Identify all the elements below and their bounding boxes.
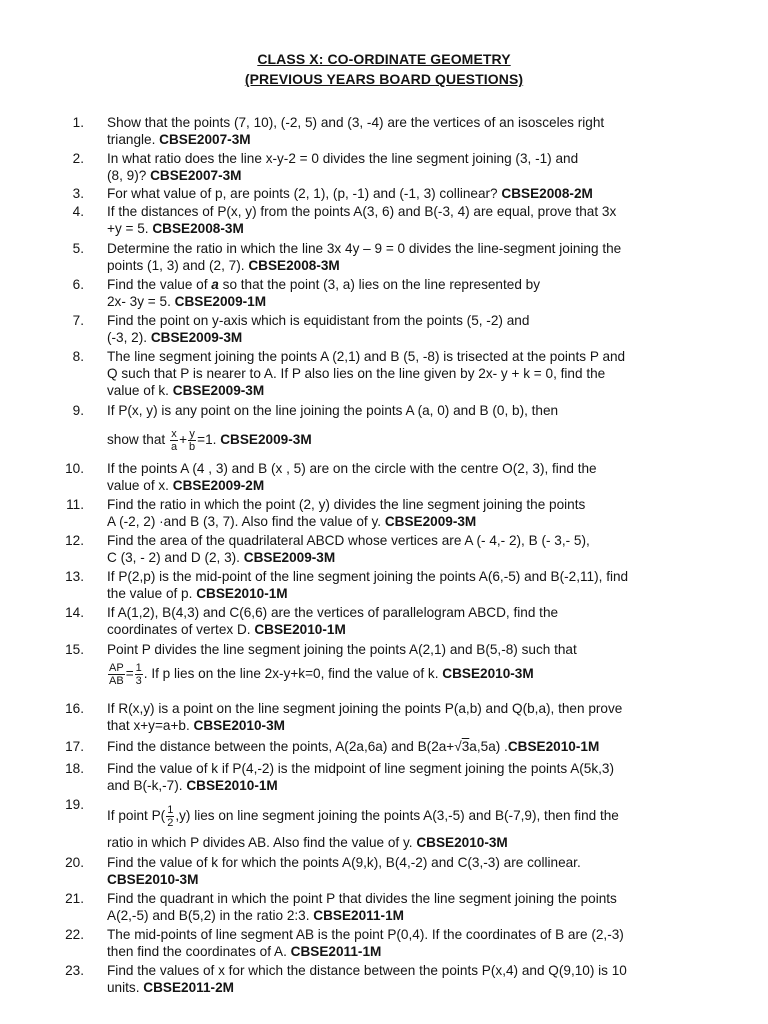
board-source: CBSE2009-3M [220,432,312,447]
question-text: If the distances of P(x, y) from the points A(3, 6) and B(-3, 4) are equal, prove that 3x +y = 5. CBSE2008-3M [107,204,617,236]
question-text: If the points A (4 , 3) and B (x , 5) are on the circle with the centre O(2, 3), find the value of x. CBSE2009-2M [107,461,597,493]
board-source: CBSE2009-3M [172,383,265,398]
board-source: CBSE2010-3M [193,718,285,733]
board-source: CBSE2009-2M [172,478,265,493]
board-source: CBSE2010-1M [507,739,600,754]
question-text: The mid-points of line segment AB is the point P(0,4). If the coordinates of B are (2,-3) then find the coordinates of A. CBSE2011-1M [107,927,624,959]
question-text: Find the quadrant in which the point P that divides the line segment joining the points A(2,-5) and B(5,2) in the ratio 2:3. CBSE2011-1M [107,891,617,923]
question-text: Show that the points (7, 10), (-2, 5) and (3, -4) are the vertices of an isosceles right triangle. CBSE2007-3M [107,115,605,147]
board-source: CBSE2010-3M [107,872,199,887]
question-number: 13. [65,569,84,584]
board-source: CBSE2007-3M [159,132,251,147]
board-source: CBSE2008-3M [152,221,244,236]
question-number: 23. [65,963,84,978]
board-source: CBSE2008-3M [248,258,340,273]
question-text: If A(1,2), B(4,3) and C(6,6) are the vertices of parallelogram ABCD, find the coordinates of vertex D. CBSE2010-1M [107,605,559,637]
board-source: CBSE2009-3M [384,514,477,529]
question-text: Find the values of x for which the distance between the points P(x,4) and Q(9,10) is 10 units. CBSE2011-2M [107,963,627,995]
page-subtitle: (PREVIOUS YEARS BOARD QUESTIONS) [244,71,524,87]
question-number: 10. [65,461,84,476]
question-text: Find the ratio in which the point (2, y) divides the line segment joining the points A (-2, 2) ·and B (3, 7). Also find the value of y. CBSE2009-3M [107,497,586,529]
question-number: 1. [72,115,84,130]
question-text: Find the distance between the points, A(2a,6a) and B(2a+√3a,5a) .CBSE2010-1M [107,739,600,754]
fraction: $\frac{AP}{AB}$ [109,661,124,687]
board-source: CBSE2011-1M [290,944,382,959]
question-text: For what value of p, are points (2, 1), (p, -1) and (-1, 3) collinear? CBSE2008-2M [107,186,593,201]
board-source: CBSE2010-1M [196,586,288,601]
question-text: Find the point on y-axis which is equidistant from the points (5, -2) and (-3, 2). CBSE2009-3M [107,313,530,345]
question-number: 4. [72,204,84,219]
question-text: If point P( $\frac{1}{2}$ ,y) lies on line segment joining the points A(3,-5) and B(-7,9), then find the ratio in which P divides AB. Also find the value of y. CBSE2010-3M [107,803,619,850]
question-number: 20. [65,855,84,870]
question-number: 9. [72,403,84,418]
fraction: $\frac{1}{3}$ [135,661,142,687]
board-source: CBSE2009-3M [243,550,336,565]
question-number: 14. [65,605,84,620]
question-number: 6. [72,277,84,292]
question-number: 21. [65,891,84,906]
board-source: CBSE2011-2M [143,980,234,995]
question-text: Determine the ratio in which the line 3x 4y – 9 = 0 divides the line-segment joining the points (1, 3) and (2, 7). CBSE2008-3M [107,241,622,273]
board-source: CBSE2011-1M [313,908,404,923]
question-number: 15. [65,642,84,657]
question-number: 2. [72,151,84,166]
question-number: 18. [65,761,84,776]
question-number: 11. [66,497,84,512]
fraction: $\frac{y}{b}$ [189,427,196,453]
question-number: 12. [65,533,84,548]
board-source: CBSE2010-3M [416,835,508,850]
question-text: If P(x, y) is any point on the line joining the points A (a, 0) and B (0, b), then show that $\frac{x}{a}$ + $\frac{y}{b}$ =1. CBSE2009-3M [107,403,559,453]
board-source: CBSE2010-3M [442,666,534,681]
question-text: If R(x,y) is a point on the line segment joining the points P(a,b) and Q(b,a), then prove that x+y=a+b. CBSE2010-3M [107,701,623,733]
question-text: Find the area of the quadrilateral ABCD whose vertices are A (- 4,- 2), B (- 3,- 5), C (3, - 2) and D (2, 3). CBSE2009-3M [107,533,590,565]
board-source: CBSE2009-1M [174,294,267,309]
question-text: Find the value of a so that the point (3, a) lies on the line represented by 2x- 3y = 5. CBSE2009-1M [107,277,541,309]
board-source: CBSE2010-1M [254,622,346,637]
board-source: CBSE2009-3M [150,330,243,345]
board-source: CBSE2007-3M [150,168,242,183]
board-source: CBSE2010-1M [186,778,278,793]
question-text: Point P divides the line segment joining the points A(2,1) and B(5,-8) such that $\frac{AP}{AB}$ = $\frac{1}{3}$ . If p lies on the line 2x-y+k=0, find the value of k. CBSE2010-3M [107,642,577,687]
question-text: In what ratio does the line x-y-2 = 0 divides the line segment joining (3, -1) and (8, 9)? CBSE2007-3M [107,151,579,183]
fraction: $\frac{1}{2}$ [167,803,174,829]
question-number: 16. [65,701,84,716]
question-text: The line segment joining the points A (2,1) and B (5, -8) is trisected at the points P and Q such that P is nearer to A. If P also lies on the line given by 2x- y + k = 0, find the value of k. CBSE2009-3M [107,349,626,398]
question-number: 22. [65,927,84,942]
board-source: CBSE2008-2M [501,186,593,201]
question-number: 8. [72,349,84,364]
question-number: 7. [72,313,84,328]
question-number: 5. [72,241,84,256]
question-number: 3. [72,186,84,201]
question-number: 19. [65,797,84,812]
question-text: Find the value of k for which the points A(9,k), B(4,-2) and C(3,-3) are collinear. CBSE2010-3M [107,855,581,887]
fraction: $\frac{x}{a}$ [170,427,178,453]
question-number: 17. [65,739,84,754]
page-title: CLASS X: CO-ORDINATE GEOMETRY [257,51,511,67]
question-text: Find the value of k if P(4,-2) is the midpoint of line segment joining the points A(5k,3) and B(-k,-7). CBSE2010-1M [107,761,615,793]
question-text: If P(2,p) is the mid-point of the line segment joining the points A(6,-5) and B(-2,11), find the value of p. CBSE2010-1M [107,569,629,601]
